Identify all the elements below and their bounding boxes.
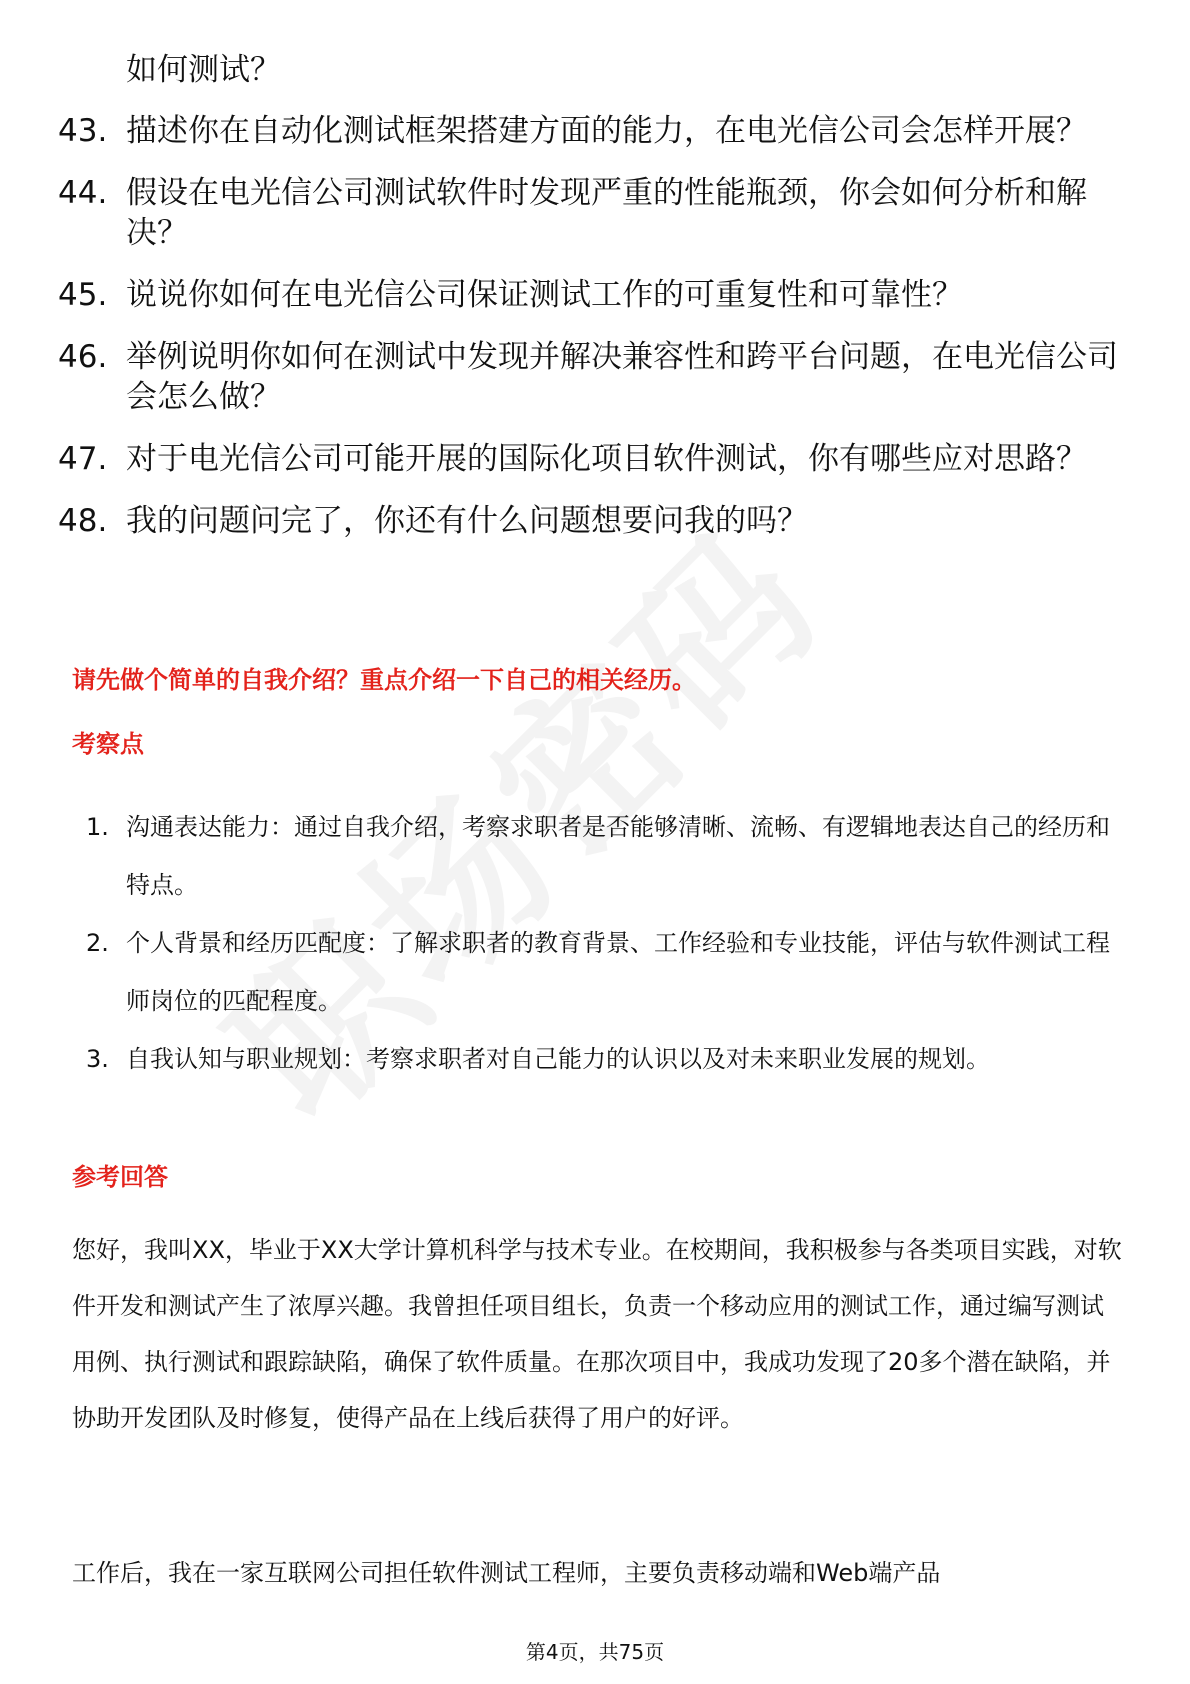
- question-text: 说说你如何在电光信公司保证测试工作的可重复性和可靠性？: [126, 277, 963, 313]
- assessment-label: 考察点: [72, 730, 144, 758]
- question-list: [58, 111, 1118, 563]
- question-item: [58, 173, 1118, 253]
- answer-paragraph: 工作后，我在一家互联网公司担任软件测试工程师，主要负责移动端和Web端产品: [72, 1559, 941, 1587]
- assessment-point: [86, 798, 1126, 914]
- question-item: [58, 275, 1118, 315]
- point-text: 沟通表达能力：通过自我介绍，考察求职者是否能够清晰、流畅、有逻辑地表达自己的经历和特点。: [126, 813, 1110, 899]
- question-number: 46.: [58, 339, 108, 375]
- question-item: [58, 337, 1118, 417]
- question-item: [58, 501, 1118, 541]
- page-footer: 第4页，共75页: [525, 1640, 665, 1664]
- question-number: 48.: [58, 503, 108, 539]
- question-item: [58, 439, 1118, 479]
- point-number: 1.: [86, 813, 109, 841]
- assessment-points: [86, 798, 1126, 1088]
- question-text: 描述你在自动化测试框架搭建方面的能力，在电光信公司会怎样开展？: [126, 113, 1087, 149]
- answer-paragraph: 您好，我叫XX，毕业于XX大学计算机科学与技术专业。在校期间，我积极参与各类项目实践，对软件开发和测试产生了浓厚兴趣。我曾担任项目组长，负责一个移动应用的测试工作，通过编写测试用例、执行测试和跟踪缺陷，确保了软件质量。在那次项目中，我成功发现了20多个潜在缺陷，并协助开发团队及时修复，使得产品在上线后获得了用户的好评。: [72, 1236, 1122, 1432]
- assessment-point: [86, 914, 1126, 1030]
- question-number: 43.: [58, 113, 108, 149]
- question-continuation: 如何测试？: [126, 52, 281, 88]
- question-number: 45.: [58, 277, 108, 313]
- answer-label: 参考回答: [72, 1163, 168, 1191]
- point-number: 2.: [86, 929, 109, 957]
- featured-question: 请先做个简单的自我介绍？重点介绍一下自己的相关经历。: [72, 666, 696, 694]
- point-text: 个人背景和经历匹配度：了解求职者的教育背景、工作经验和专业技能，评估与软件测试工程师岗位的匹配程度。: [126, 929, 1110, 1015]
- question-text: 我的问题问完了，你还有什么问题想要问我的吗？: [126, 503, 808, 539]
- question-text: 举例说明你如何在测试中发现并解决兼容性和跨平台问题，在电光信公司会怎么做？: [126, 339, 1118, 415]
- question-item: [58, 111, 1118, 151]
- point-text: 自我认知与职业规划：考察求职者对自己能力的认识以及对未来职业发展的规划。: [126, 1045, 990, 1073]
- question-text: 假设在电光信公司测试软件时发现严重的性能瓶颈，你会如何分析和解决？: [126, 175, 1087, 251]
- point-number: 3.: [86, 1045, 109, 1073]
- question-number: 44.: [58, 175, 108, 211]
- question-text: 对于电光信公司可能开展的国际化项目软件测试，你有哪些应对思路？: [126, 441, 1087, 477]
- assessment-point: [86, 1030, 1126, 1088]
- question-number: 47.: [58, 441, 108, 477]
